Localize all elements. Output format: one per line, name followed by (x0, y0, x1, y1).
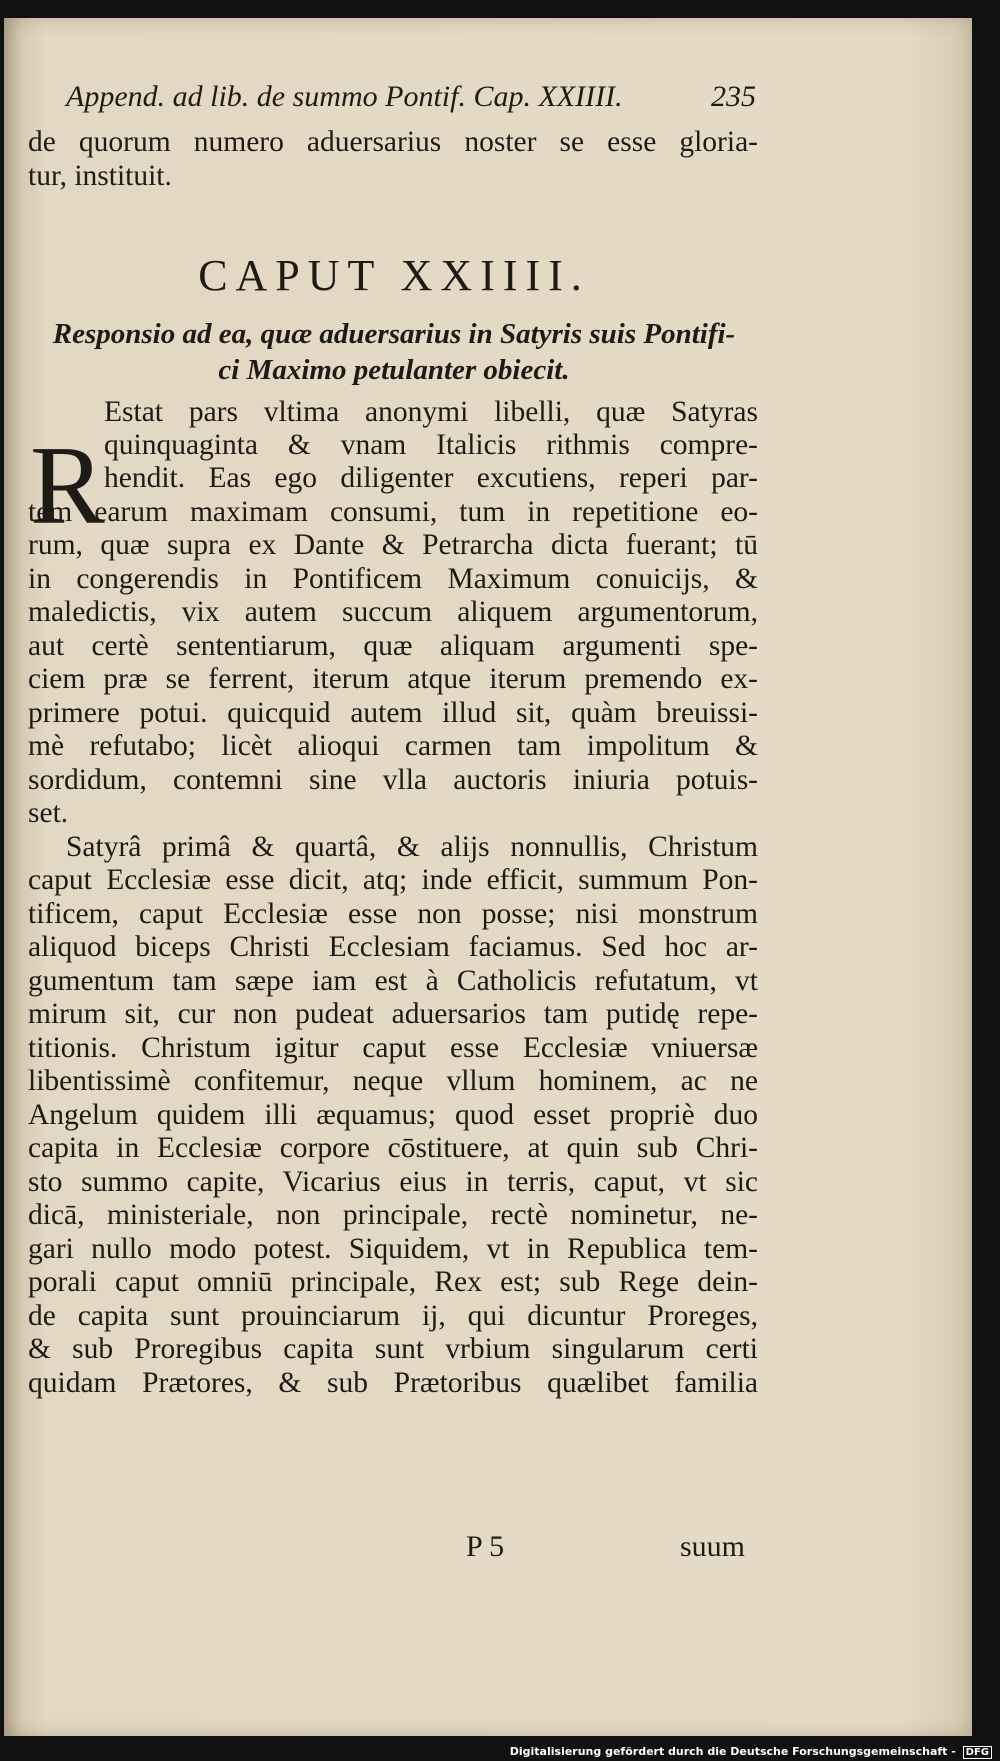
drop-cap: R (30, 424, 105, 548)
text-line: & sub Proregibus capita sunt vrbium singularum certi (28, 1333, 758, 1365)
digitization-credit (510, 1745, 992, 1759)
chapter-subtitle-line: Responsio ad ea, quæ aduersarius in Satyris suis Pontifi- (52, 318, 736, 350)
text-line: gumentum tam sæpe iam est à Catholicis refutatum, vt (28, 965, 758, 997)
text-line: mirum sit, cur non pudeat aduersarios tam putidę repe- (28, 998, 758, 1030)
text-line: dicā, ministeriale, non principale, rectè nominetur, ne- (28, 1199, 758, 1231)
text-line: titionis. Christum igitur caput esse Ecclesiæ vniuersæ (28, 1032, 758, 1064)
text-line: quidam Prætores, & sub Prætoribus quælibet familia (28, 1367, 758, 1399)
text-line: porali caput omniū principale, Rex est; sub Rege dein- (28, 1266, 758, 1298)
text-line: set. (28, 797, 69, 829)
chapter-subtitle-line: ci Maximo petulanter obiecit. (218, 354, 570, 386)
running-title: Append. ad lib. de summo Pontif. Cap. XXIIII. (66, 80, 623, 113)
text-line: Estat pars vltima anonymi libelli, quæ Satyras (104, 396, 758, 428)
credit-text: Digitalisierung gefördert durch die Deutsche Forschungsgemeinschaft - (509, 1745, 956, 1758)
text-line: Angelum quidem illi æquamus; quod esset propriè duo (28, 1099, 758, 1131)
text-line: gari nullo modo potest. Siquidem, vt in Republica tem- (28, 1233, 758, 1265)
page-number: 235 (711, 80, 756, 113)
text-line: mè refutabo; licèt alioqui carmen tam impolitum & (28, 730, 758, 762)
text-line: capita in Ecclesiæ corpore cōstituere, at quin sub Chri- (28, 1132, 758, 1164)
text-line: de quorum numero aduersarius noster se esse gloria- (28, 126, 758, 158)
text-line: caput Ecclesiæ esse dicit, atq; inde efficit, summum Pon- (28, 864, 758, 896)
text-line: primere potui. quicquid autem illud sit, quàm breuissi- (28, 697, 758, 729)
text-line: maledictis, vix autem succum aliquem argumentorum, (28, 596, 758, 628)
text-line: Satyrâ primâ & quartâ, & alijs nonnullis, Christum (66, 831, 758, 863)
text-line: aut certè sententiarum, quæ aliquam argumenti spe- (28, 630, 758, 662)
text-line: libentissimè confitemur, neque vllum hominem, ac ne (28, 1065, 758, 1097)
text-line: quinquaginta & vnam Italicis rithmis compre- (104, 429, 758, 461)
text-line: sto summo capite, Vicarius eius in terris, caput, vt sic (28, 1166, 758, 1198)
text-line: tem earum maximam consumi, tum in repetitione eo- (28, 496, 758, 528)
signature-mark: P 5 (466, 1530, 505, 1563)
text-line: sordidum, contemni sine vlla auctoris iniuria potuis- (28, 764, 758, 796)
text-line: ciem præ se ferrent, iterum atque iterum premendo ex- (28, 663, 758, 695)
text-line: tur, instituit. (28, 160, 172, 192)
chapter-heading: CAPUT XXIIII. (198, 251, 590, 300)
catchword: suum (680, 1530, 746, 1563)
text-line: de capita sunt prouinciarum ij, qui dicuntur Proreges, (28, 1300, 758, 1332)
text-line: rum, quæ supra ex Dante & Petrarcha dicta fuerant; tū (28, 529, 758, 561)
text-line: tificem, caput Ecclesiæ esse non posse; nisi monstrum (28, 898, 758, 930)
book-page (4, 18, 972, 1736)
text-line: aliquod biceps Christi Ecclesiam faciamus. Sed hoc ar- (28, 931, 758, 963)
running-header (66, 80, 756, 114)
dfg-logo: DFG (963, 1746, 992, 1759)
text-line: in congerendis in Pontificem Maximum conuicijs, & (28, 563, 758, 595)
text-line: hendit. Eas ego diligenter excutiens, reperi par- (104, 462, 758, 494)
